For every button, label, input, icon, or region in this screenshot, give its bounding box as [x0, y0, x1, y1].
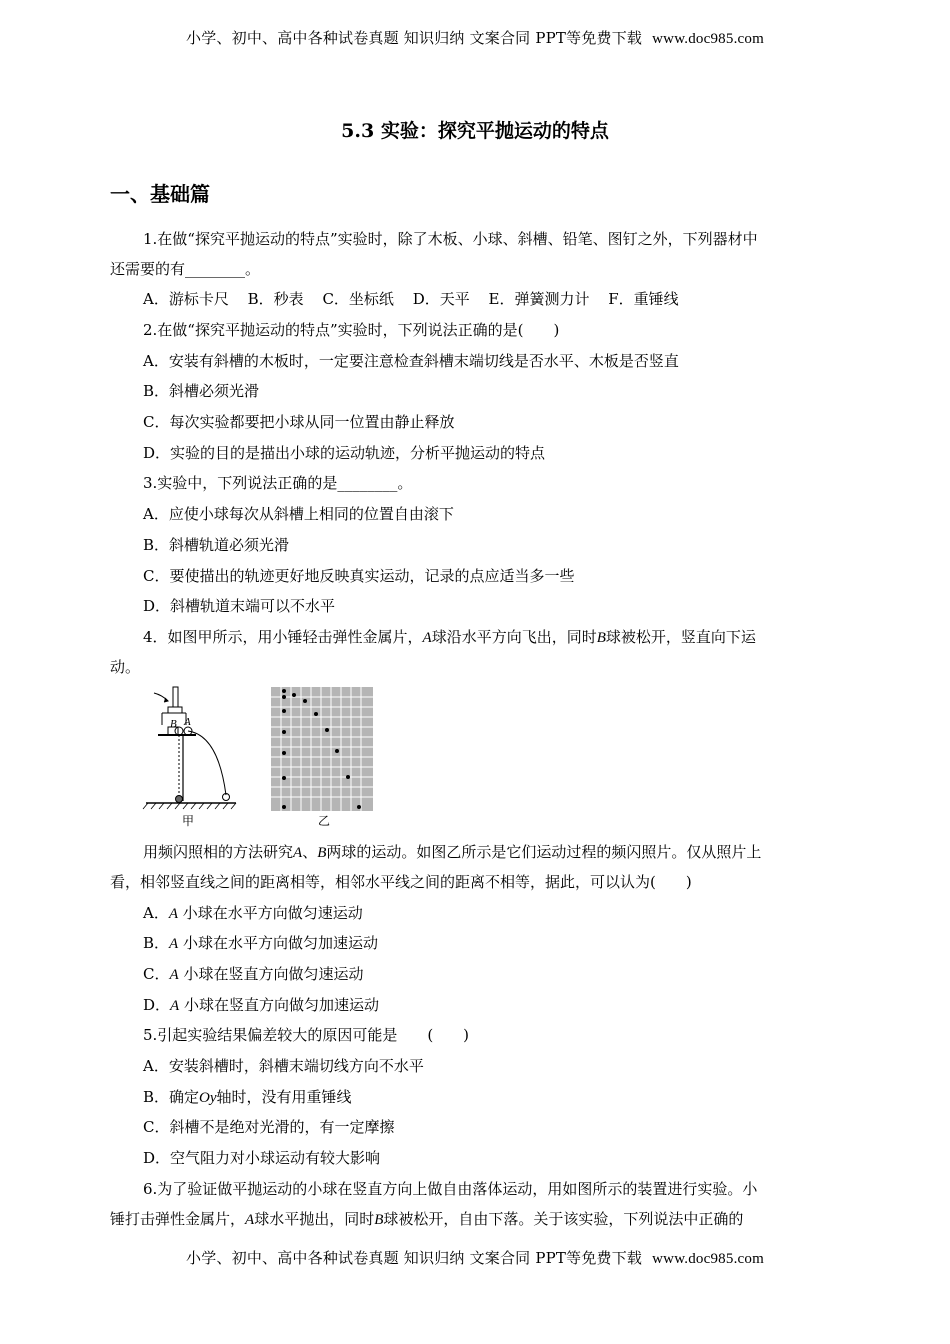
- q4-figure: [140, 683, 380, 837]
- q4-figure-svg: [140, 683, 380, 833]
- q4-option-b: B．A 小球在水平方向做匀加速运动: [143, 934, 378, 952]
- fig-ball-b-label: B: [170, 718, 177, 730]
- q2-stem: 2.在做“探究平抛运动的特点”实验时，下列说法正确的是( ): [143, 321, 560, 339]
- section-heading: 一、基础篇: [110, 182, 210, 206]
- q5-option-a: A．安装斜槽时，斜槽末端切线方向不水平: [143, 1057, 424, 1075]
- q5-option-c: C．斜槽不是绝对光滑的，有一定摩擦: [143, 1118, 395, 1136]
- q4-stem-line3: 用频闪照相的方法研究A、B两球的运动。如图乙所示是它们运动过程的频闪照片。仅从照片上: [143, 843, 762, 861]
- q3-option-b: B．斜槽轨道必须光滑: [143, 536, 290, 554]
- q5-option-d: D．空气阻力对小球运动有较大影响: [143, 1149, 381, 1167]
- q3-option-a: A．应使小球每次从斜槽上相同的位置自由滚下: [143, 505, 454, 523]
- q1-option-a: A．游标卡尺: [143, 290, 229, 308]
- q4-option-c: C．A 小球在竖直方向做匀速运动: [143, 965, 364, 983]
- q6-stem-line1: 6.为了验证做平抛运动的小球在竖直方向上做自由落体运动，用如图所示的装置进行实验。小: [143, 1180, 758, 1198]
- footer-banner-text: 小学、初中、高中各种试卷真题 知识归纳 文案合同 PPT等免费下载: [186, 1249, 643, 1267]
- q1-option-e: E．弹簧测力计: [488, 290, 590, 308]
- footer-banner-url[interactable]: www.doc985.com: [652, 1251, 764, 1267]
- q2-option-a: A．安装有斜槽的木板时，一定要注意检查斜槽末端切线是否水平、木板是否竖直: [143, 352, 679, 370]
- q3-option-d: D．斜槽轨道末端可以不水平: [143, 597, 336, 615]
- q3-option-c: C．要使描出的轨迹更好地反映真实运动，记录的点应适当多一些: [143, 567, 575, 585]
- strobe-photo: [271, 687, 373, 811]
- q1-stem-line2: 还需要的有________。: [110, 260, 261, 278]
- metal-sheet: [173, 687, 178, 707]
- q1-option-c: C．坐标纸: [322, 290, 394, 308]
- q5-option-b: B．确定Oy轴时，没有用重锤线: [143, 1088, 352, 1106]
- q1-option-b: B．秒表: [247, 290, 304, 308]
- q1-option-f: F．重锤线: [608, 290, 679, 308]
- q1-option-d: D．天平: [412, 290, 470, 308]
- q1-stem-line1: 1.在做“探究平抛运动的特点”实验时，除了木板、小球、斜槽、铅笔、图钉之外，下列器材中: [143, 230, 758, 248]
- banner-url[interactable]: www.doc985.com: [652, 31, 764, 47]
- header-banner: [0, 27, 950, 48]
- q2-option-b: B．斜槽必须光滑: [143, 382, 260, 400]
- fig-label-yi: 乙: [318, 814, 331, 828]
- q4-stem-line4: 看，相邻竖直线之间的距离相等，相邻水平线之间的距离不相等，据此，可以认为( ): [110, 873, 692, 891]
- q6-stem-line2: 锤打击弹性金属片，A球水平抛出，同时B球被松开，自由下落。关于该实验，下列说法中正确的: [110, 1210, 744, 1228]
- banner-text: 小学、初中、高中各种试卷真题 知识归纳 文案合同 PPT等免费下载: [186, 29, 643, 47]
- q2-option-d: D．实验的目的是描出小球的运动轨迹，分析平抛运动的特点: [143, 444, 546, 462]
- footer-banner: [0, 1247, 950, 1268]
- q2-option-c: C．每次实验都要把小球从同一位置由静止释放: [143, 413, 455, 431]
- fig-label-jia: 甲: [182, 814, 195, 828]
- fig-ball-a-label: A: [184, 716, 191, 728]
- q4-stem-line2: 动。: [110, 658, 141, 676]
- q1-options: [143, 289, 873, 309]
- q3-stem: 3.实验中，下列说法正确的是________。: [143, 474, 413, 492]
- q4-option-d: D．A 小球在竖直方向做匀加速运动: [143, 996, 379, 1014]
- ball-a-label: A: [422, 630, 432, 646]
- q4-stem-line1: 4．如图甲所示，用小锤轻击弹性金属片，A球沿水平方向飞出，同时B球被松开，竖直向下运: [143, 628, 756, 646]
- q5-stem: 5.引起实验结果偏差较大的原因可能是 ( ): [143, 1026, 470, 1044]
- ball-b-label: B: [596, 630, 606, 646]
- apparatus-diagram: [143, 687, 236, 809]
- q4-option-a: A．A 小球在水平方向做匀速运动: [143, 904, 363, 922]
- page-title: 5.3 实验：探究平抛运动的特点: [341, 120, 609, 142]
